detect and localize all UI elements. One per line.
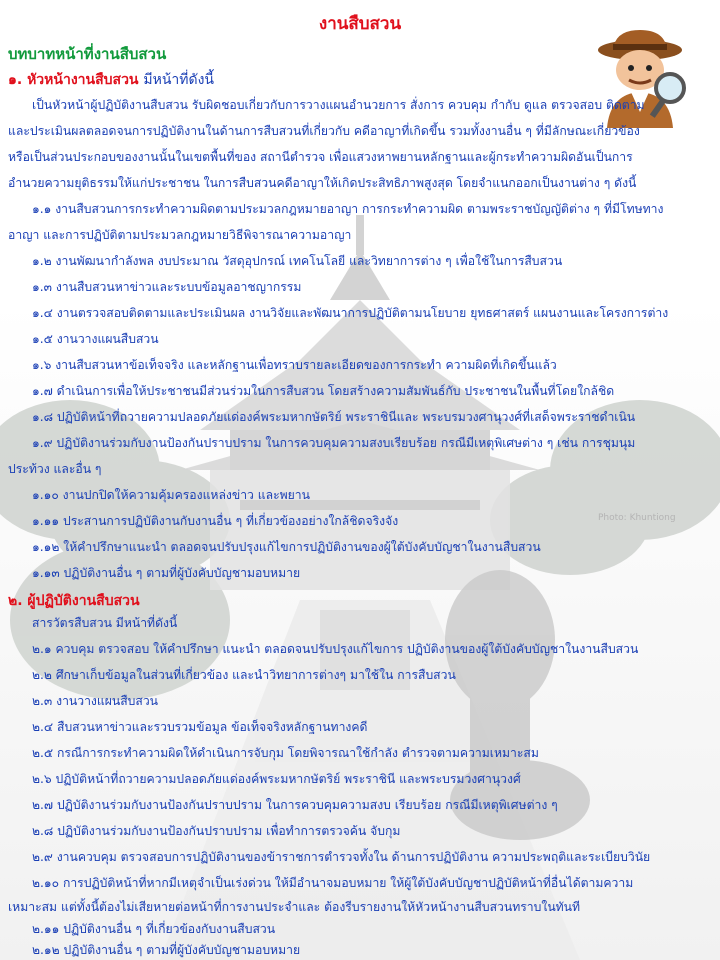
list-item: อาญา และการปฏิบัติตามประมวลกฎหมายวิธีพิจารณาความอาญา (8, 228, 352, 242)
list-item: ๑.๔ งานตรวจสอบติดตามและประเมินผล งานวิจัยและพัฒนาการปฏิบัติตามนโยบาย ยุทธศาสตร์ แผนงานและโครงการต่าง (32, 306, 669, 320)
part1-heading-suffix: มีหน้าที่ดังนี้ (143, 72, 215, 88)
part2-intro: สารวัตรสืบสวน มีหน้าที่ดังนี้ (32, 616, 178, 630)
list-item: ๑.๑๐ งานปกปิดให้ความคุ้มครองแหล่งข่าว และพยาน (32, 488, 310, 502)
list-item: ๑.๕ งานวางแผนสืบสวน (32, 332, 159, 346)
part1-heading-label: ๑. หัวหน้างานสืบสวน (8, 72, 139, 88)
list-item: เหมาะสม แต่ทั้งนี้ต้องไม่เสียหายต่อหน้าที่การงานประจำและ ต้องรีบรายงานให้หัวหน้างานสืบสวนทราบในทันที (8, 900, 581, 914)
list-item: ๒.๑๒ ปฏิบัติงานอื่น ๆ ตามที่ผู้บังคับบัญชามอบหมาย (32, 943, 301, 957)
section-heading: บทบาทหน้าที่งานสืบสวน (8, 45, 167, 63)
list-item: ๑.๑ งานสืบสวนการกระทำความผิดตามประมวลกฎหมายอาญา การกระทำความผิด ตามพระราชบัญญัติต่าง ๆ ที่มีโทษทาง (32, 202, 664, 216)
list-item: ๑.๘ ปฏิบัติหน้าที่ถวายความปลอดภัยแด่องค์พระมหากษัตริย์ พระราชินีและ พระบรมวงศานุวงศ์ที่เสด็จพระราชดำเนิน (32, 410, 636, 424)
list-item: ๒.๕ กรณีการกระทำความผิดให้ดำเนินการจับกุม โดยพิจารณาใช้กำลัง ตำรวจตามความเหมาะสม (32, 746, 539, 760)
page-title: งานสืบสวน (318, 14, 402, 34)
part1-heading (8, 69, 214, 91)
list-item: ๒.๒ ศึกษาเก็บข้อมูลในส่วนที่เกี่ยวข้อง และนำวิทยาการต่างๆ มาใช้ใน การสืบสวน (32, 668, 456, 682)
list-item: ๒.๖ ปฏิบัติหน้าที่ถวายความปลอดภัยแด่องค์พระมหากษัตริย์ พระราชินี และพระบรมวงศานุวงศ์ (32, 772, 521, 786)
watermark: Photo: Khuntiong (598, 513, 676, 523)
list-item: ๒.๗ ปฏิบัติงานร่วมกับงานป้องกันปราบปราม ในการควบคุมความสงบ เรียบร้อย กรณีมีเหตุพิเศษต่าง ๆ (32, 798, 558, 812)
intro-line: และประเมินผลตลอดจนการปฏิบัติงานในด้านการสืบสวนที่เกี่ยวกับ คดีอาญาที่เกิดขึ้น รวมทั้งงานอื่น ๆ ที่มีลักษณะเกี่ยวข้อง (8, 124, 640, 138)
list-item: ๒.๔ สืบสวนหาข่าวและรวบรวมข้อมูล ข้อเท็จจริงหลักฐานทางคดี (32, 720, 368, 734)
intro-line: หรือเป็นส่วนประกอบของงานนั้นในเขตพื้นที่ของ สถานีตำรวจ เพื่อแสวงหาพยานหลักฐานและผู้กระทำความผิดอันเป็นการ (8, 150, 633, 164)
list-item: ๒.๓ งานวางแผนสืบสวน (32, 694, 158, 708)
list-item: ๑.๑๒ ให้คำปรึกษาแนะนำ ตลอดจนปรับปรุงแก้ไขการปฏิบัติงานของผู้ใต้บังคับบัญชาในงานสืบสวน (32, 540, 541, 554)
intro-line: อำนวยความยุติธรรมให้แก่ประชาชน ในการสืบสวนคดีอาญาให้เกิดประสิทธิภาพสูงสุด โดยจำแนกออกเป็นงานต่าง ๆ ดังนี้ (8, 176, 637, 190)
list-item: ๑.๑๓ ปฏิบัติงานอื่น ๆ ตามที่ผู้บังคับบัญชามอบหมาย (32, 566, 301, 580)
list-item: ประท้วง และอื่น ๆ (8, 462, 102, 476)
list-item: ๒.๑๑ ปฏิบัติงานอื่น ๆ ที่เกี่ยวข้องกับงานสืบสวน (32, 922, 276, 936)
list-item: ๒.๑๐ การปฏิบัติหน้าที่หากมีเหตุจำเป็นเร่งด่วน ให้มีอำนาจมอบหมาย ให้ผู้ใต้บังคับบัญชาปฏิบัติหน้าที่อื่นได้ตามความ (32, 876, 634, 890)
list-item: ๑.๓ งานสืบสวนหาข่าวและระบบข้อมูลอาชญากรรม (32, 280, 302, 294)
list-item: ๒.๘ ปฏิบัติงานร่วมกับงานป้องกันปราบปราม เพื่อทำการตรวจค้น จับกุม (32, 824, 401, 838)
part2-heading: ๒. ผู้ปฏิบัติงานสืบสวน (8, 593, 140, 609)
list-item: ๒.๑ ควบคุม ตรวจสอบ ให้คำปรึกษา แนะนำ ตลอดจนปรับปรุงแก้ไขการ ปฏิบัติงานของผู้ใต้บังคับบัญชาในงานสืบสวน (32, 642, 639, 656)
list-item: ๑.๙ ปฏิบัติงานร่วมกับงานป้องกันปราบปราม ในการควบคุมความสงบเรียบร้อย กรณีมีเหตุพิเศษต่าง ๆ เช่น การชุมนุม (32, 436, 636, 450)
list-item: ๑.๒ งานพัฒนากำลังพล งบประมาณ วัสดุอุปกรณ์ เทคโนโลยี และวิทยาการต่าง ๆ เพื่อใช้ในการสืบสวน (32, 254, 563, 268)
list-item: ๑.๑๑ ประสานการปฏิบัติงานกับงานอื่น ๆ ที่เกี่ยวข้องอย่างใกล้ชิดจริงจัง (32, 514, 399, 528)
intro-line: เป็นหัวหน้าผู้ปฏิบัติงานสืบสวน รับผิดชอบเกี่ยวกับการวางแผนอำนวยการ สั่งการ ควบคุม กำกับ ดูแล ตรวจสอบ ติดตาม (32, 98, 645, 112)
list-item: ๑.๗ ดำเนินการเพื่อให้ประชาชนมีส่วนร่วมในการสืบสวน โดยสร้างความสัมพันธ์กับ ประชาชนในพื้นที่โดยใกล้ชิด (32, 384, 615, 398)
list-item: ๒.๙ งานควบคุม ตรวจสอบการปฏิบัติงานของข้าราชการตำรวจทั้งใน ด้านการปฏิบัติงาน ความประพฤติและระเบียบวินัย (32, 850, 651, 864)
list-item: ๑.๖ งานสืบสวนหาข้อเท็จจริง และหลักฐานเพื่อทราบรายละเอียดของการกระทำ ความผิดที่เกิดขึ้นแล้ว (32, 358, 557, 372)
